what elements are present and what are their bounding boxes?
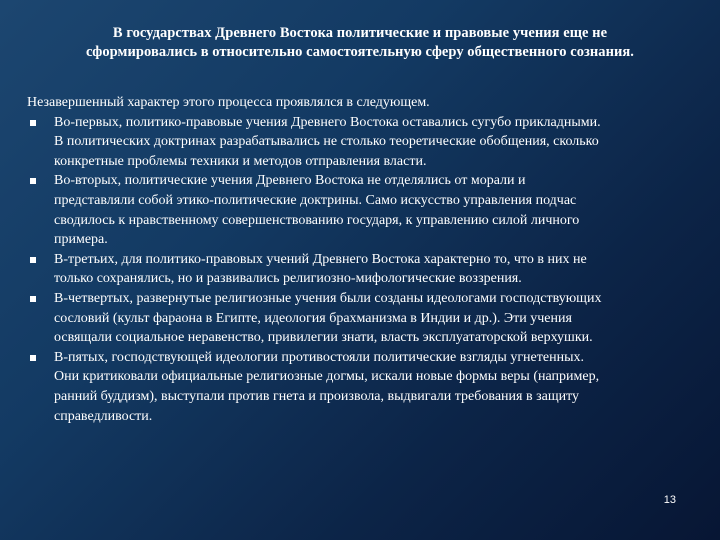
bullet-line: примера. xyxy=(54,232,108,248)
bullet-line: конкретные проблемы техники и методов отправления власти. xyxy=(54,153,427,169)
bullet-line: В-третьих, для политико-правовых учений Древнего Востока характерно то, что в них не xyxy=(54,251,587,267)
slide-body xyxy=(27,93,697,426)
bullet-text xyxy=(54,289,697,348)
bullet-line: представляли собой этико-политические доктрины. Само искусство управления подчас xyxy=(54,192,577,208)
bullet-list xyxy=(27,113,697,427)
bullet-text xyxy=(54,171,697,249)
bullet-text xyxy=(54,348,697,426)
bullet-line: В-четвертых, развернутые религиозные учения были созданы идеологами господствующих xyxy=(54,290,602,306)
square-bullet-icon xyxy=(30,355,36,361)
bullet-text xyxy=(54,113,697,172)
bullet-line: Во-вторых, политические учения Древнего Востока не отделялись от морали и xyxy=(54,173,526,189)
bullet-line: справедливости. xyxy=(54,408,153,424)
bullet-item xyxy=(27,171,697,249)
intro-text: Незавершенный характер этого процесса проявлялся в следующем. xyxy=(27,95,430,110)
bullet-item xyxy=(27,250,697,289)
bullet-line: сословий (культ фараона в Египте, идеология брахманизма в Индии и др.). Эти учения xyxy=(54,310,572,326)
square-bullet-icon xyxy=(30,257,36,263)
bullet-line: ранний буддизм), выступали против гнета и произвола, выдвигали требования в защиту xyxy=(54,388,580,404)
bullet-item xyxy=(27,348,697,426)
bullet-line: В-пятых, господствующей идеологии противостояли политические взгляды угнетенных. xyxy=(54,349,584,365)
bullet-line: Они критиковали официальные религиозные догмы, искали новые формы веры (например, xyxy=(54,369,600,385)
bullet-item xyxy=(27,113,697,172)
square-bullet-icon xyxy=(30,120,36,126)
square-bullet-icon xyxy=(30,178,36,184)
bullet-line: В политических доктринах разрабатывались не столько теоретические обобщения, сколько xyxy=(54,134,599,150)
slide-title xyxy=(40,24,680,62)
bullet-line: освящали социальное неравенство, привилегии знати, власть эксплуататорской верхушки. xyxy=(54,330,593,346)
bullet-item xyxy=(27,289,697,348)
title-line-1: В государствах Древнего Востока политические и правовые учения еще не xyxy=(112,25,608,41)
bullet-line: только сохранялись, но и развивались религиозно-мифологические воззрения. xyxy=(54,271,522,287)
bullet-line: Во-первых, политико-правовые учения Древнего Востока оставались сугубо прикладными. xyxy=(54,114,601,130)
bullet-text xyxy=(54,250,697,289)
square-bullet-icon xyxy=(30,296,36,302)
bullet-line: сводилось к нравственному совершенствованию государя, к управлению силой личного xyxy=(54,212,580,228)
page-number: 13 xyxy=(663,494,676,506)
title-line-2: сформировались в относительно самостоятельную сферу общественного сознания. xyxy=(85,44,634,60)
